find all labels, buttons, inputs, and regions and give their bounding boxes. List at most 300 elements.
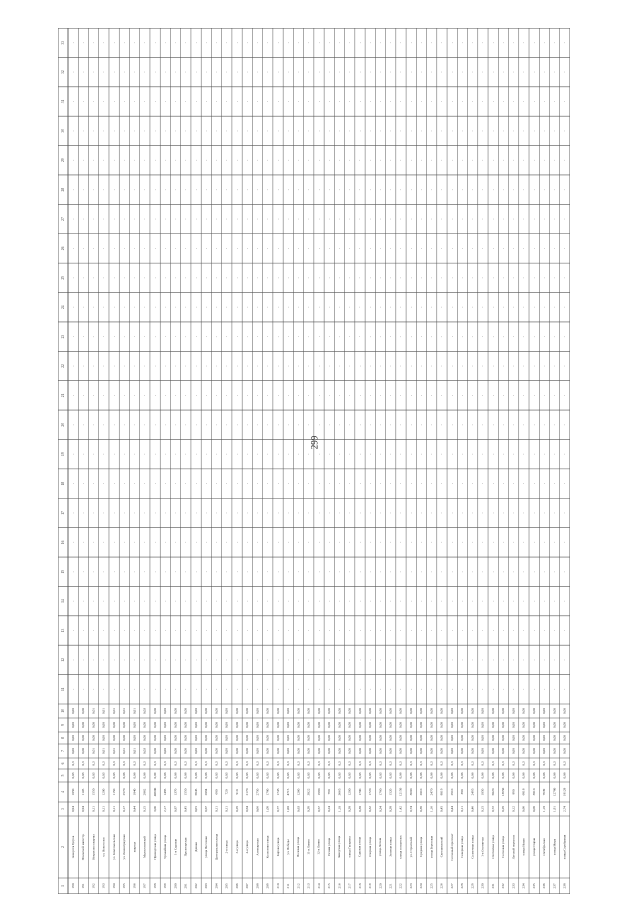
table-cell: - [245,541,250,543]
table-cell: - [204,512,209,514]
table-cell: 0,03 [337,772,342,779]
column-header-number: 25 [60,276,65,280]
table-cell: - [224,512,229,514]
table-cell: - [408,42,413,44]
table-cell: - [388,100,393,103]
table-cell: - [101,130,106,132]
table-cell: - [306,277,311,279]
table-cell: - [542,659,547,661]
table-cell: - [562,453,567,455]
table-cell: 12150 [398,787,403,797]
table-cell: - [91,659,96,661]
table-cell: - [501,336,506,338]
table-cell: - [419,394,424,396]
table-cell: - [439,277,444,279]
table-cell: 0,45 [439,806,444,812]
table-cell: - [122,365,127,367]
table-cell: - [275,571,280,573]
table-cell: - [142,629,147,632]
table-cell: - [142,336,147,338]
table-cell: - [449,571,454,573]
table-cell: 0,00 [449,735,454,741]
table-cell: 3600 [408,788,413,796]
table-cell: - [245,218,250,220]
table-cell: - [122,659,127,661]
table-cell: - [255,71,260,73]
table-cell: - [132,541,137,543]
table-cell: 0,00 [511,735,516,741]
table-cell: - [296,306,301,308]
table-cell: - [460,277,465,279]
table-cell: - [224,100,229,103]
table-cell: - [470,306,475,308]
table-cell: 0,00 [296,722,301,728]
table-cell: - [398,482,403,485]
table-cell: - [193,130,198,132]
table-cell: - [204,306,209,308]
table-cell: - [214,629,219,632]
table-cell: - [531,306,536,308]
table-cell: - [542,424,547,426]
table-cell: - [347,512,352,514]
table-cell: - [357,42,362,44]
table-cell: - [439,336,444,338]
table-cell: 0,00 [419,735,424,741]
table-cell: 0,01 [122,748,127,754]
table-cell: - [327,453,332,455]
table-cell: - [122,600,127,602]
table-cell: - [265,218,270,220]
table-cell: - [122,277,127,279]
table-cell: - [542,306,547,308]
table-cell: - [142,365,147,367]
table-cell: - [306,688,311,690]
table-cell: - [183,453,188,455]
table-cell: - [193,277,198,279]
table-cell: 0,01 [101,748,106,754]
table-cell: - [327,159,332,161]
table-cell: 0,06 [142,772,147,779]
table-cell: - [306,394,311,396]
table-cell: - [439,600,444,602]
table-cell: 1,09 [265,806,270,812]
table-cell: - [101,247,106,250]
cell-street-name: 1-я Садовая [173,838,178,856]
table-cell: - [542,541,547,543]
table-cell: - [449,306,454,308]
table-cell: - [70,218,75,220]
table-cell: 0,00 [449,708,454,714]
table-cell: - [193,42,198,44]
table-cell: 18128 [562,787,567,797]
column-header-number: 16 [60,540,65,545]
table-cell: - [439,189,444,191]
table-cell: 0,06 [521,772,526,779]
column-header-number: 20 [60,422,65,427]
table-cell: - [296,629,301,632]
table-cell: 0,3 [214,761,219,766]
table-cell: - [521,71,526,73]
cell-street-name: Малоохтинский [142,836,147,858]
table-cell: - [286,394,291,396]
table-cell: 0,00 [521,708,526,714]
table-cell: - [111,306,116,308]
table-cell: - [419,541,424,543]
table-cell: - [265,482,270,485]
table-cell: 0,00 [531,748,536,754]
table-cell: - [398,512,403,514]
table-cell: 1050 [70,788,75,796]
table-cell: 0,06 [531,772,536,779]
table-cell: - [398,189,403,191]
table-cell: - [347,159,352,161]
table-cell: - [152,306,157,308]
table-cell: 0,00 [470,722,475,728]
table-cell: - [337,189,342,191]
table-cell: - [142,482,147,485]
table-cell: - [173,277,178,279]
table-cell: - [101,541,106,543]
table-cell: 0,03 [70,772,75,779]
table-cell: - [173,306,178,308]
table-cell: - [132,482,137,485]
table-cell: 910 [234,789,239,795]
table-cell: - [245,629,250,632]
table-cell: 0,06 [204,772,209,779]
table-cell: - [439,71,444,73]
table-cell: - [81,130,86,132]
table-cell: 1370 [173,788,178,796]
cell-street-name: ул. Победы [285,839,290,855]
table-cell: - [286,424,291,426]
table-cell: - [234,218,239,220]
table-cell: - [173,688,178,690]
table-cell: - [265,100,270,103]
table-cell: - [234,130,239,132]
table-cell: 1780 [378,788,383,796]
table-cell: 0,34 [378,806,383,812]
table-cell: - [245,42,250,44]
table-cell: - [286,71,291,73]
table-cell: - [511,130,516,132]
table-cell: - [265,42,270,44]
table-cell: - [101,453,106,455]
table-cell: - [337,482,342,485]
table-cell: - [521,277,526,279]
table-cell: - [327,100,332,103]
table-cell: 0,3 [255,761,260,766]
table-cell: - [296,365,301,367]
table-cell: - [357,159,362,161]
table-cell: - [460,247,465,250]
table-cell: - [245,453,250,455]
table-cell: - [122,541,127,543]
table-cell: 0,3 [562,761,567,766]
table-cell: - [439,453,444,455]
cell-street-name: Охотничья улица [490,835,495,859]
table-cell: - [204,424,209,426]
table-cell: - [275,277,280,279]
table-cell: - [183,629,188,632]
table-cell: - [306,130,311,132]
table-cell: 197 [142,883,147,889]
table-cell: - [378,71,383,73]
table-cell: 0,00 [378,722,383,728]
table-cell: - [552,659,557,661]
table-cell: 201 [183,883,188,889]
table-cell: - [111,394,116,396]
table-cell: 0,06 [511,772,516,779]
table-cell: - [81,512,86,514]
table-cell: 0,00 [286,708,291,714]
table-cell: 0,00 [542,735,547,741]
page-number: 299 [309,435,320,450]
table-cell: - [214,571,219,573]
table-cell: - [521,365,526,367]
table-cell: - [347,541,352,543]
table-cell: 0,00 [173,722,178,728]
table-cell: - [163,659,168,661]
table-cell: - [408,159,413,161]
table-cell: - [449,629,454,632]
table-cell: - [378,600,383,602]
table-cell: - [429,218,434,220]
table-cell: 0,00 [562,722,567,728]
table-cell: 0,11 [224,806,229,812]
table-cell: 0,00 [542,748,547,754]
table-cell: - [101,512,106,514]
table-cell: - [542,247,547,250]
table-cell: - [70,394,75,396]
table-cell: - [286,571,291,573]
table-cell: - [275,218,280,220]
table-cell: 0,00 [91,722,96,728]
table-cell: - [460,71,465,73]
table-cell: - [142,277,147,279]
table-cell: 0,00 [470,708,475,714]
table-cell: - [234,100,239,103]
table-cell: 0,11 [111,806,116,812]
table-cell: - [101,424,106,426]
table-cell: 1,00 [286,806,291,812]
table-cell: 0,00 [111,735,116,741]
table-cell: - [245,600,250,602]
table-cell: - [316,394,321,396]
table-cell: - [316,688,321,690]
table-cell: 0,09 [531,806,536,812]
table-cell: - [521,659,526,661]
table-cell: - [163,541,168,543]
table-cell: - [490,571,495,573]
column-header-number: 11 [60,687,65,692]
table-cell: - [357,453,362,455]
table-cell: - [347,100,352,103]
table-cell: 0,03 [142,708,147,714]
table-cell: - [521,629,526,632]
table-cell: 0,39 [306,806,311,812]
table-cell: - [234,688,239,690]
table-cell: 0,00 [111,722,116,728]
table-cell: 0,74 [408,806,413,812]
table-cell: - [327,365,332,367]
table-cell: 222 [398,883,403,889]
table-cell: - [480,600,485,602]
table-cell: 1550 [91,788,96,796]
table-cell: 0,57 [316,806,321,812]
table-cell: - [408,659,413,661]
column-header-number: 32 [60,70,65,74]
table-cell: - [132,629,137,632]
table-cell: 0,06 [542,772,547,779]
table-cell: 0,00 [204,722,209,728]
table-cell: - [347,482,352,485]
table-cell: 0,00 [183,722,188,728]
table-cell: - [368,600,373,602]
table-cell: - [101,659,106,661]
table-cell: - [173,100,178,103]
table-cell: - [419,453,424,455]
table-cell: - [265,336,270,338]
table-cell: - [460,130,465,132]
table-cell: - [91,306,96,308]
table-cell: - [224,71,229,73]
table-cell: - [480,482,485,485]
table-cell: - [337,629,342,632]
table-cell: - [214,365,219,367]
table-cell: - [378,100,383,103]
table-cell: - [224,453,229,455]
table-cell: - [91,100,96,103]
table-cell: 1,16 [429,806,434,812]
table-cell: - [286,688,291,690]
table-cell: 0,01 [132,748,137,754]
table-cell: 0,00 [224,708,229,714]
table-cell: - [501,482,506,485]
table-cell: - [368,247,373,250]
table-cell: - [163,100,168,103]
table-cell: - [429,424,434,426]
table-cell: 0,01 [91,708,96,714]
table-cell: - [449,365,454,367]
table-cell: - [234,189,239,191]
table-cell: - [101,100,106,103]
table-cell: 0,00 [81,748,86,754]
table-cell: - [388,159,393,161]
table-cell: - [470,453,475,455]
table-cell: - [81,688,86,690]
table-cell: - [429,688,434,690]
table-cell: - [122,218,127,220]
table-cell: - [91,130,96,132]
table-cell: 0,03 [224,772,229,779]
table-cell: 0,00 [316,722,321,728]
table-cell: 0,00 [429,708,434,714]
table-cell: - [214,306,219,308]
table-cell: - [439,365,444,367]
table-cell: - [501,688,506,690]
table-cell: - [306,189,311,191]
table-cell: 0,06 [408,772,413,779]
table-cell: - [460,629,465,632]
table-cell: - [101,159,106,161]
table-cell: - [327,42,332,44]
table-cell: 0,00 [388,722,393,728]
table-cell: - [316,218,321,220]
table-cell: - [531,365,536,367]
table-cell: - [101,189,106,191]
table-cell: - [142,71,147,73]
table-cell: - [81,247,86,250]
table-cell: - [480,688,485,690]
table-cell: - [521,600,526,602]
table-cell: - [501,600,506,602]
table-cell: 190 [70,883,75,889]
table-cell: - [91,629,96,632]
table-cell: - [470,247,475,250]
table-cell: - [439,394,444,396]
table-cell: - [378,247,383,250]
table-cell: - [460,424,465,426]
table-cell: - [245,306,250,308]
table-cell: - [347,600,352,602]
table-cell: 0,3 [275,761,280,766]
table-cell: - [265,688,270,690]
table-cell: - [337,688,342,690]
table-cell: 231 [490,883,495,889]
table-cell: 221 [388,883,393,889]
cell-street-name: Сосновая улица [501,836,506,858]
table-cell: - [142,100,147,103]
table-cell: - [132,277,137,279]
table-cell: - [470,159,475,161]
table-cell: - [316,277,321,279]
cell-street-name: Центральная улица [214,833,219,861]
table-cell: - [460,659,465,661]
table-cell: 0,00 [91,735,96,741]
table-cell: 0,06 [419,772,424,779]
table-cell: - [214,42,219,44]
table-cell: 2170 [245,788,250,796]
table-cell: 1200 [347,788,352,796]
table-cell: 227 [449,883,454,889]
table-cell: - [521,189,526,191]
table-cell: 13650 [501,787,506,797]
table-cell: - [286,100,291,103]
table-cell: 0,00 [122,735,127,741]
table-cell: - [357,482,362,485]
table-cell: - [224,688,229,690]
table-cell: - [255,394,260,396]
table-cell: - [429,659,434,661]
table-cell: 0,3 [193,761,198,766]
table-cell: - [429,571,434,573]
table-cell: 0,06 [470,772,475,779]
table-cell: - [193,189,198,191]
column-header-number: 27 [60,217,65,221]
table-cell: - [275,247,280,250]
table-cell: 0,00 [81,722,86,728]
table-cell: 0,3 [419,761,424,766]
table-cell: 0,15 [480,806,485,812]
table-cell: 0,3 [460,761,465,766]
table-cell: - [490,629,495,632]
table-cell: - [378,659,383,661]
table-cell: - [296,277,301,279]
table-cell: - [552,71,557,73]
table-cell: - [234,512,239,514]
table-cell: - [81,218,86,220]
table-cell: - [286,453,291,455]
